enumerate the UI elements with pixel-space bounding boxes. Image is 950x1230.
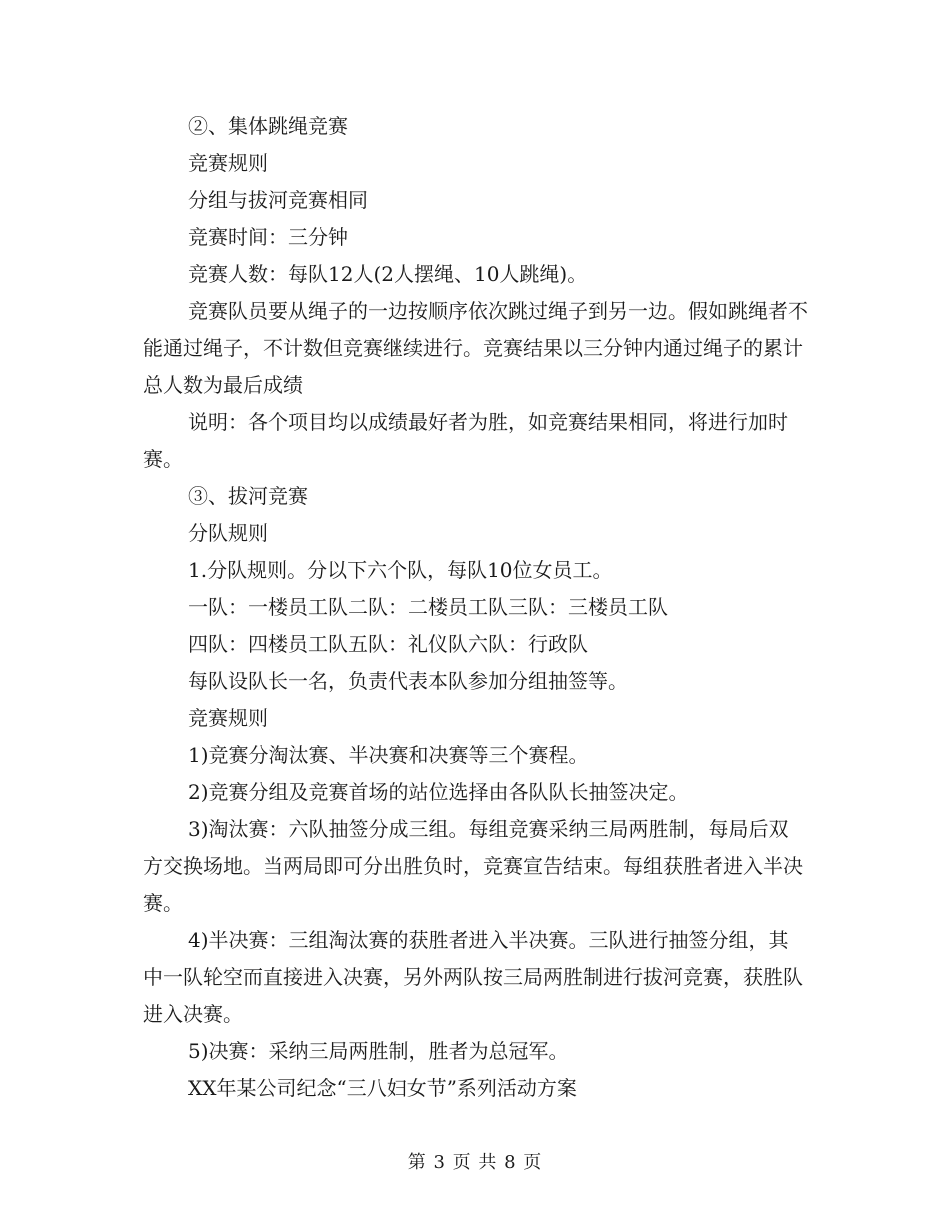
paragraph: 1)竞赛分淘汰赛、半决赛和决赛等三个赛程。 xyxy=(188,743,589,767)
paragraph: 每队设队长一名，负责代表本队参加分组抽签等。 xyxy=(188,669,628,693)
paragraph: 2)竞赛分组及竞赛首场的站位选择由各队队长抽签决定。 xyxy=(188,780,689,804)
paragraph: 5)决赛：采纳三局两胜制，胜者为总冠军。 xyxy=(188,1039,569,1063)
section-heading-rope-skipping: ②、集体跳绳竞赛 xyxy=(188,114,348,138)
paragraph: 竞赛人数：每队12人(2人摆绳、10人跳绳)。 xyxy=(188,262,588,286)
paragraph: 分组与拔河竞赛相同 xyxy=(188,188,368,212)
paragraph: 竞赛时间：三分钟 xyxy=(188,225,348,249)
subheading-rules: 竞赛规则 xyxy=(188,706,268,730)
paragraph: 3)淘汰赛：六队抽签分成三组。每组竞赛采纳三局两胜制，每局后双方交换场地。当两局即可分出胜负时，竞赛宣告结束。每组获胜者进入半决赛。 xyxy=(143,817,803,915)
paragraph: XX年某公司纪念“三八妇女节”系列活动方案 xyxy=(188,1076,577,1100)
subheading-rules: 竞赛规则 xyxy=(188,151,268,175)
page-number-footer: 第 3 页 共 8 页 xyxy=(407,1152,543,1173)
paragraph: 4)半决赛：三组淘汰赛的获胜者进入半决赛。三队进行抽签分组，其中一队轮空而直接进入决赛，另外两队按三局两胜制进行拔河竞赛，获胜队进入决赛。 xyxy=(143,928,803,1026)
paragraph: 1.分队规则。分以下六个队，每队10位女员工。 xyxy=(188,558,613,582)
paragraph: 一队：一楼员工队二队：二楼员工队三队：三楼员工队 xyxy=(188,595,668,619)
paragraph: 四队：四楼员工队五队：礼仪队六队：行政队 xyxy=(188,632,588,656)
paragraph: 竞赛队员要从绳子的一边按顺序依次跳过绳子到另一边。假如跳绳者不能通过绳子，不计数但竞赛继续进行。竞赛结果以三分钟内通过绳子的累计总人数为最后成绩 xyxy=(143,299,808,397)
paragraph: 说明：各个项目均以成绩最好者为胜，如竞赛结果相同，将进行加时赛。 xyxy=(143,410,788,471)
subheading-team-rules: 分队规则 xyxy=(188,521,268,545)
section-heading-tug-of-war: ③、拔河竞赛 xyxy=(188,484,308,508)
